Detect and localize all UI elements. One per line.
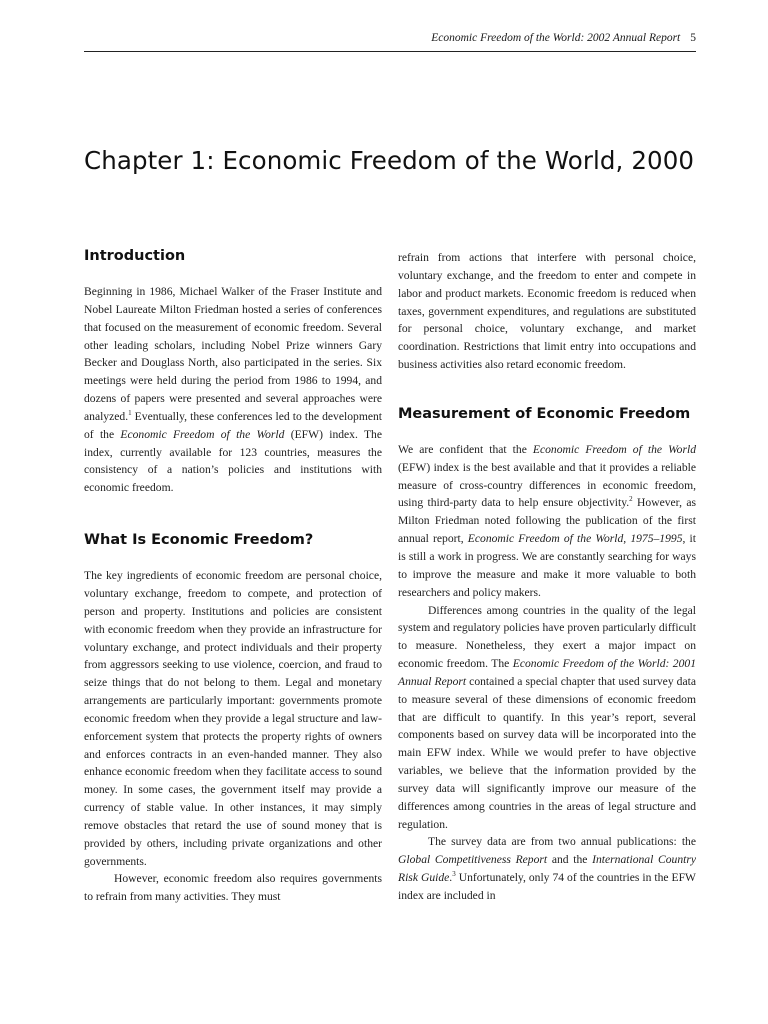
introduction-paragraph: Beginning in 1986, Michael Walker of the Fraser Institute and Nobel Laureate Milton Friedman hosted a series of conferences that focused on the measurement of economic freedom. Several other leading scholars, including Nobel Prize winners Gary Becker and Douglass North, also participated in the series. Six meetings were held during the period from 1986 to 1994, and dozens of papers were presented and several approaches were analyzed.$^1$ Eventually, these conferences led to the development of the Economic Freedom of the World (EFW) index. The index, currently available for 123 countries, measures the consistency of a nation’s policies and institutions with economic freedom. xyxy=(84,285,382,495)
chapter-title: Chapter 1: Economic Freedom of the World, 2000 xyxy=(84,146,695,175)
running-title: Economic Freedom of the World: 2002 Annual Report xyxy=(431,32,681,44)
footnote-ref-2[interactable]: 2 xyxy=(629,495,633,504)
header-rule xyxy=(84,51,696,52)
measurement-paragraph-3: The survey data are from two annual publications: the Global Competitiveness Report and the International Country Risk Guide.$^3$ Unfortunately, only 74 of the countries in the EFW index are included in xyxy=(398,835,697,902)
footnote-ref-1[interactable]: 1 xyxy=(128,409,132,418)
what-is-economic-freedom-heading: What Is Economic Freedom? xyxy=(84,532,314,549)
what-is-paragraph-1: The key ingredients of economic freedom are personal choice, voluntary exchange, freedom to compete, and protection of person and property. Institutions and policies are consistent with economic freedom when they provide an infrastructure for voluntary exchange, and protect individuals and their property from aggressors seeking to use violence, coercion, and fraud to seize things that do not belong to them. Legal and monetary arrangements are particularly important: governments promote economic freedom when they provide a legal structure and law-enforcement system that protects the property rights of owners and enforces contracts in an even-handed manner. They also enhance economic freedom when they facilitate access to sound money. In some cases, the government itself may provide a currency of stable value. In other instances, it may simply remove obstacles that retard the use of sound money that is provided by others, including private organizations and other governments. xyxy=(84,569,382,868)
running-header xyxy=(84,32,696,44)
right-column xyxy=(398,249,696,905)
measurement-paragraph-1: We are confident that the Economic Freedom of the World (EFW) index is the best available and that it provides a reliable measure of cross-country differences in economic freedom, using third-party data to help ensure objectivity.$^2$ However, as Milton Friedman noted following the publication of the first annual report, Economic Freedom of the World, 1975–1995, it is still a work in progress. We are constantly searching for ways to improve the measure and make it more valuable to both researchers and policy makers. xyxy=(398,442,696,599)
measurement-heading: Measurement of Economic Freedom xyxy=(398,405,691,422)
what-is-paragraph-2-continued: refrain from actions that interfere with personal choice, voluntary exchange, and the freedom to enter and compete in labor and product markets. Economic freedom is reduced when taxes, government expenditures, and regulations are substituted for personal choice, voluntary exchange, and market coordination. Restrictions that limit entry into occupations and business activities also retard economic freedom. xyxy=(398,251,696,372)
what-is-paragraph-2: However, economic freedom also requires governments to refrain from many activities. They must xyxy=(84,872,382,904)
footnote-ref-3[interactable]: 3 xyxy=(452,870,456,879)
page-number: 5 xyxy=(690,32,696,44)
introduction-heading: Introduction xyxy=(84,248,186,264)
left-column xyxy=(84,246,382,906)
measurement-paragraph-2: Differences among countries in the quality of the legal system and regulatory policies have proven particularly difficult to measure. Nonetheless, they exert a major impact on economic freedom. The Economic Freedom of the World: 2001 Annual Report contained a special chapter that used survey data to measure several of these dimensions of economic freedom that are difficult to quantify. In this year’s report, several components based on survey data will be incorporated into the main EFW index. While we would prefer to have objective variables, we believe that the information provided by the survey data will significantly improve our measure of the differences among countries in the areas of legal structure and regulation. xyxy=(398,603,696,831)
